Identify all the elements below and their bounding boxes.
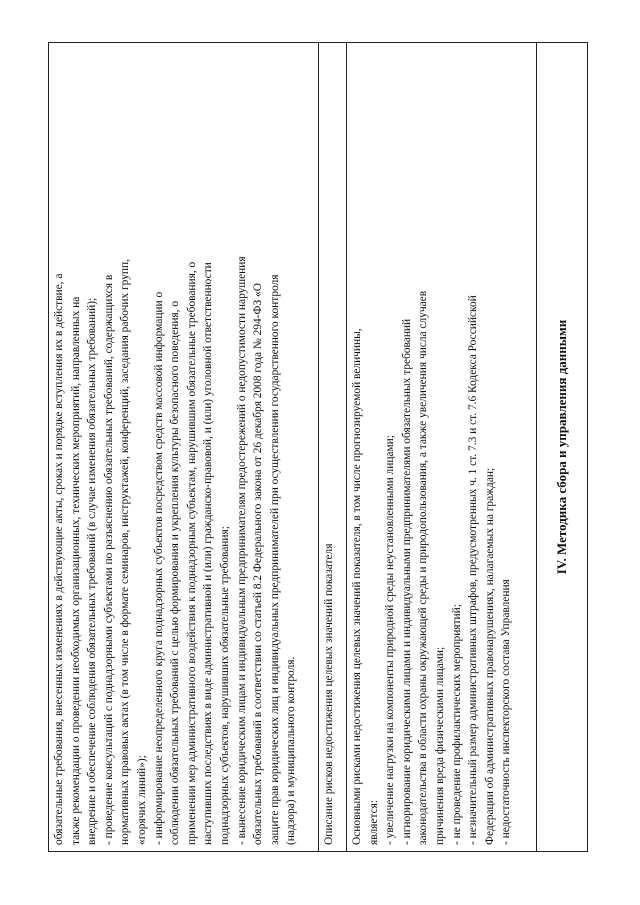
rotated-document [48,42,588,852]
text-line: - игнорирование юридическими лицами и индивидуальными предпринимателями обязательных требований [400,318,413,845]
text-line: - незначительный размер административных штрафов, предусмотренных ч. 1 ст. 7.3 и ст. 7.6 Кодекса Российской [467,295,480,845]
risk-body-text [349,49,515,845]
risk-body-cell [347,43,537,851]
document-table [48,42,588,852]
text-line: нормативных правовых актах (в том числе в формате семинаров, инструктажей, конференций, заседания рабочих групп, [119,259,132,845]
text-line: обязательных требований в соответствии со статьей 8.2 Федерального закона от 26 декабря 2008 года № 294-ФЗ «О [252,283,265,845]
text-line: причинения вреда физическими лицами; [433,646,446,845]
text-line: Федерации об административных правонарушениях, налагаемых на граждан; [483,467,496,845]
section-heading-cell [537,43,587,851]
text-line: Основными рисками недостижения целевых значений показателя, в том числе прогнозируемой величины, [351,328,363,845]
section-heading: IV. Методика сбора и управления данными [554,319,569,575]
text-line: - проведение консультаций с поднадзорными субъектами по разъяснению обязательных требований, содержащихся в [102,274,115,845]
text-line: (надзора) и муниципального контроля. [285,656,298,845]
text-line: «горячих линий»); [135,755,148,845]
risk-title-cell [319,43,347,851]
text-line: наступивших последствиях в виде административной и (или) гражданско-правовой, и (или) уголовной ответственности [202,262,215,845]
text-line: обязательные требования, внесенных изменениях в действующие акты, сроках и порядке вступления их в действие, а [53,273,65,845]
text-line: является: [367,799,380,845]
text-line: - увеличение нагрузки на компоненты природной среды неустановленными лицами; [384,435,397,845]
text-line: - не проведение профилактических мероприятий; [450,604,463,845]
text-line: - информирование неопределенного круга поднадзорных субъектов посредством средств массовой информации о [152,291,165,845]
text-line: законодательства в области охраны окружающей среды и природопользования, а также увеличения числа случаев [417,290,430,845]
text-line: соблюдении обязательных требований с целью формирования и укрепления культуры безопасного поведения, о [169,300,182,845]
risk-title: Описание рисков недостижения целевых значений показателя [323,543,335,845]
preventive-measures-cell [49,43,319,851]
text-line: применении мер административного воздействия к поднадзорным субъектам, нарушившим обязательные требования, о [185,261,198,845]
preventive-measures-text [51,49,300,845]
text-line: внедрение и обеспечение соблюдения обязательных требований (в случае изменения обязательных требований); [86,297,99,845]
text-line: также рекомендации о проведении необходимых организационных, технических мероприятий, направленных на [69,296,82,845]
text-line: - недостаточность инспекторского состава Управления [500,579,513,845]
text-line: поднадзорных субъектов, нарушивших обязательные требования; [218,526,231,845]
text-line: защите прав юридических лиц и индивидуальных предпринимателей при осуществлении государственного контроля [268,274,281,845]
text-line: - вынесение юридическим лицам и индивидуальным предпринимателям предостережений о недопустимости нарушения [235,256,248,845]
